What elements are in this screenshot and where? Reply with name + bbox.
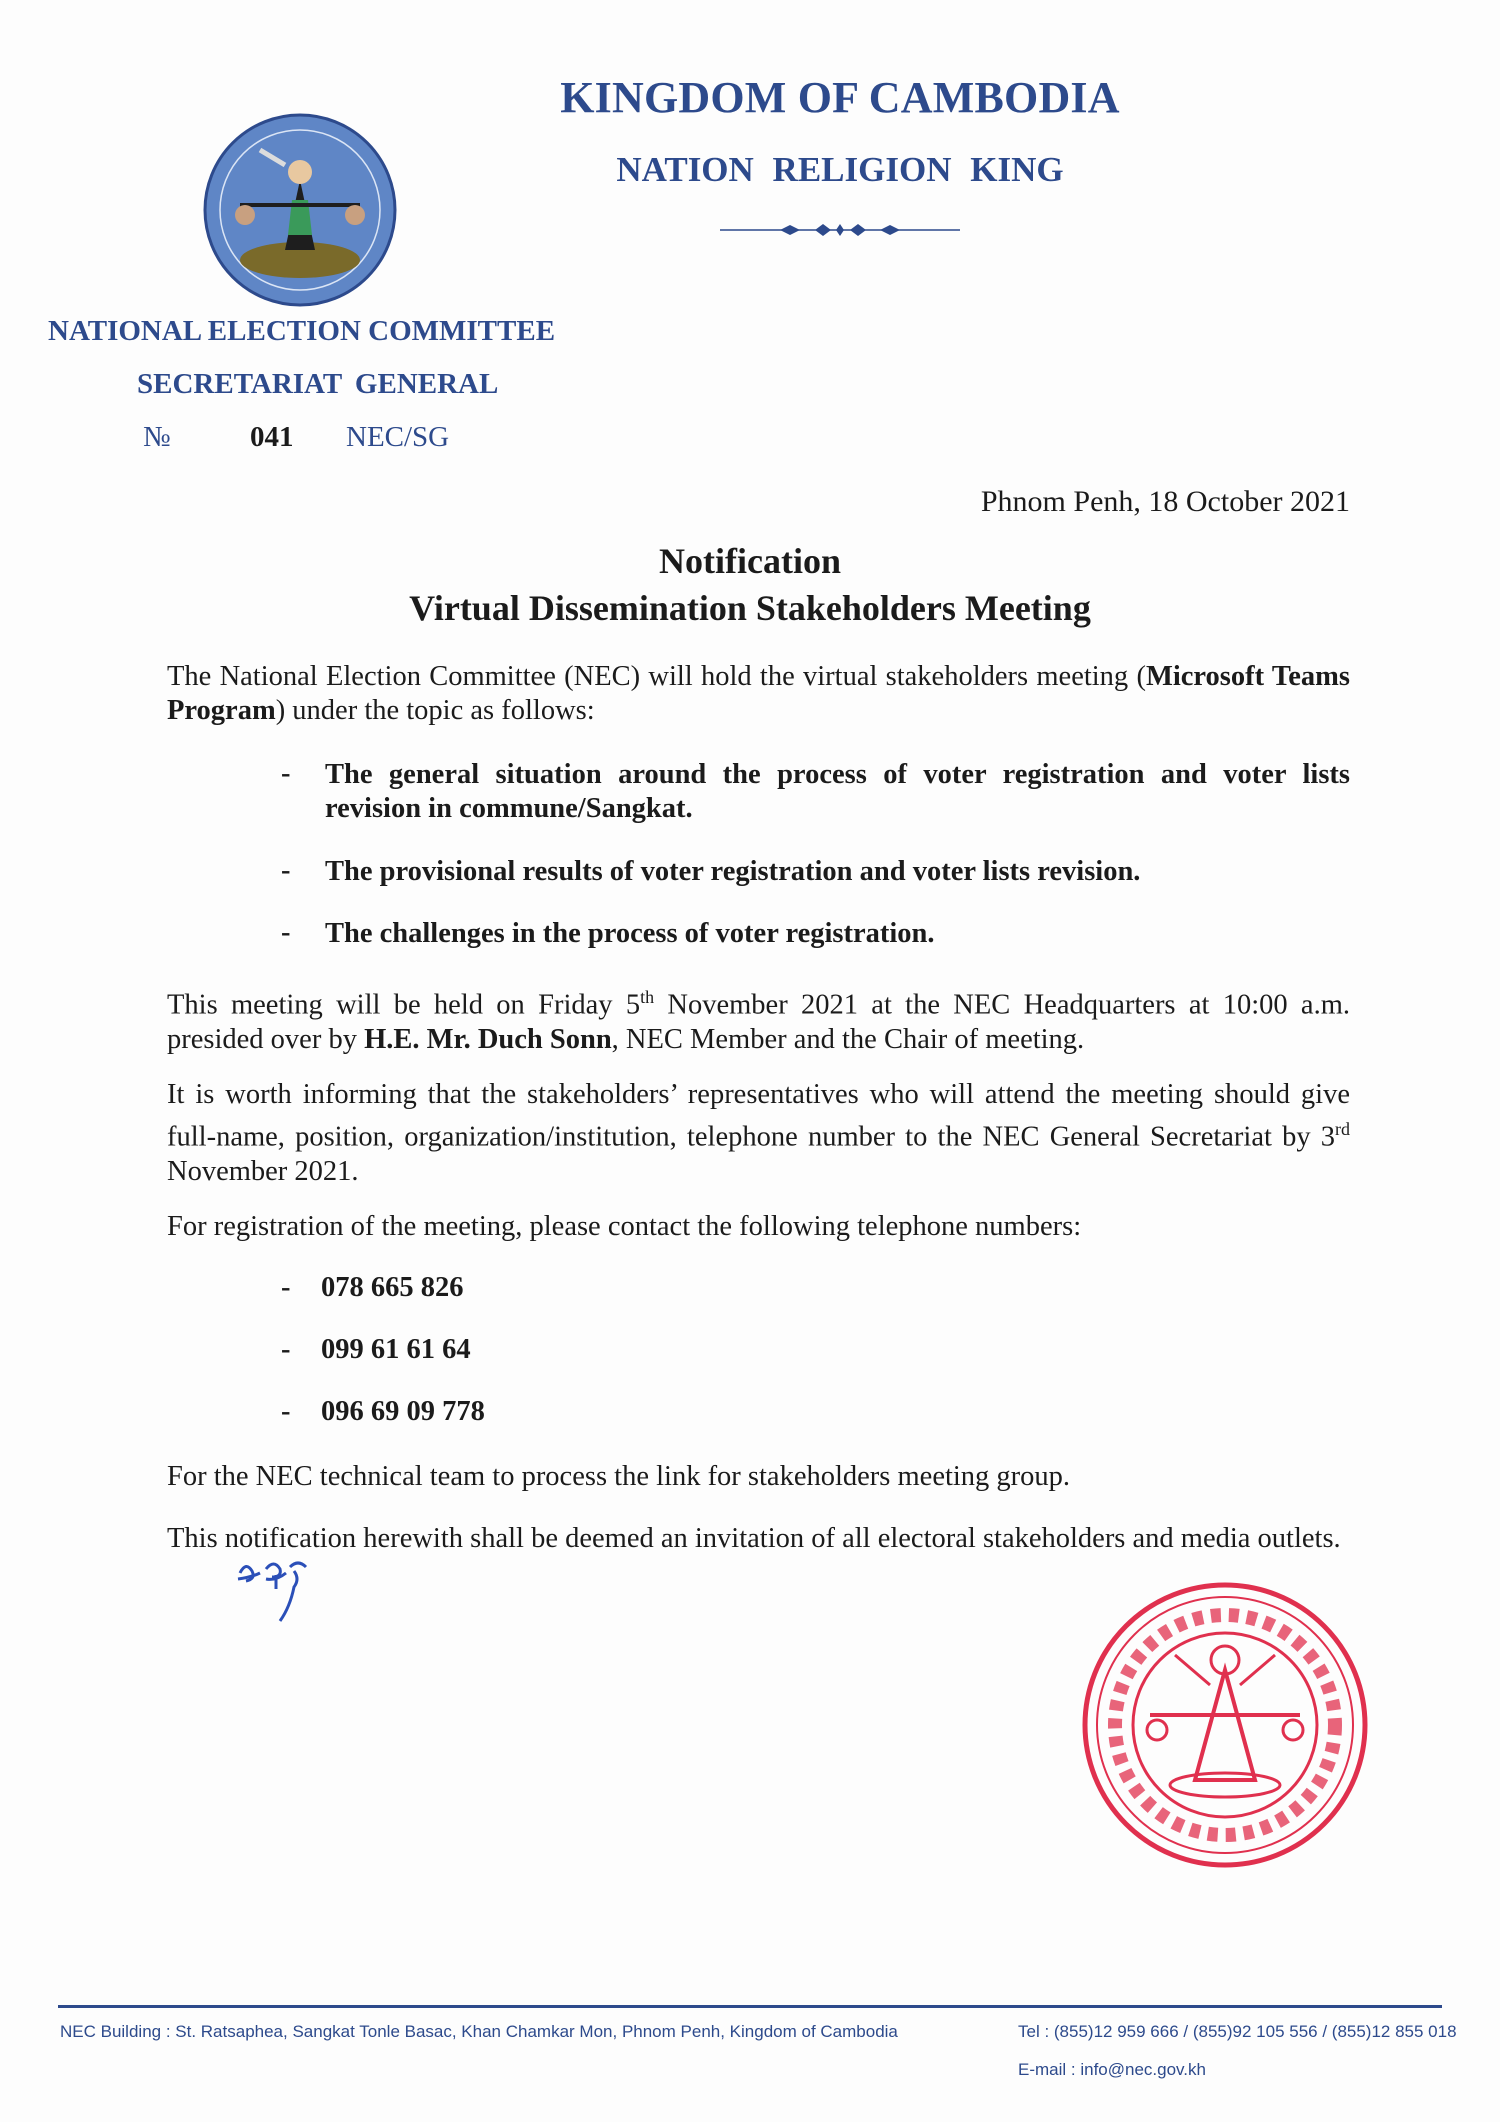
attendance-paragraph [167,1078,1350,1189]
bullet-dash: - [281,1272,291,1303]
official-seal-stamp [1075,1575,1375,1875]
footer-email: E-mail : info@nec.gov.kh [1018,2060,1206,2079]
intro-text: The National Election Committee (NEC) will hold the virtual stakeholders meeting ( [167,661,1146,692]
topic-item: The provisional results of voter registration and voter lists revision. [325,856,1141,887]
bullet-dash: - [281,855,291,886]
footer-divider [58,2005,1442,2008]
ref-code: NEC/SG [346,421,450,453]
notification-title: Notification [659,541,841,581]
nec-emblem-logo [200,110,400,310]
meeting-text-mid: November 2021 at the NEC Headquarters at 10:00 a.m. presided over by [167,989,1350,1055]
bullet-dash: - [281,917,291,948]
attendance-text-end: November 2021. [167,1155,359,1187]
notification-subtitle: Virtual Dissemination Stakeholders Meeting [409,588,1091,628]
bullet-dash: - [281,1334,291,1365]
phone-number: 078 665 826 [321,1272,464,1303]
intro-program: Microsoft Teams Program [167,661,1350,726]
meeting-chair: H.E. Mr. Duch Sonn [364,1023,612,1055]
meeting-ordinal: th [640,987,655,1007]
meeting-paragraph [167,980,1350,1057]
footer-telephone: Tel : (855)12 959 666 / (855)92 105 556 / (855)12 855 018 [1018,2022,1457,2041]
meeting-text-end: , NEC Member and the Chair of meeting. [611,1023,1085,1055]
motto-heading: NATION RELIGION KING [616,150,1064,189]
bullet-dash: - [281,758,291,789]
phone-number: 096 69 09 778 [321,1396,485,1427]
registration-paragraph: For registration of the meeting, please contact the following telephone numbers: [167,1211,1082,1242]
org-name: NATIONAL ELECTION COMMITTEE [48,315,556,347]
technical-paragraph: For the NEC technical team to process the link for stakeholders meeting group. [167,1461,1071,1492]
ornament-divider-icon [720,220,960,240]
intro-text-end: ) under the topic as follows: [275,695,595,726]
ref-symbol: № [143,421,171,453]
org-department: SECRETARIAT GENERAL [137,368,499,400]
phone-number: 099 61 61 64 [321,1334,471,1365]
intro-paragraph [167,660,1350,728]
handwritten-initials-signature [232,1545,332,1625]
attendance-ordinal: rd [1335,1119,1350,1139]
bullet-dash: - [281,1396,291,1427]
meeting-text: This meeting will be held on Friday 5 [167,989,641,1021]
topic-item: The general situation around the process of voter registration and voter lists revision in commune/Sangkat. [325,759,1350,824]
ref-number: 041 [250,421,294,453]
kingdom-heading: KINGDOM OF CAMBODIA [560,73,1120,122]
footer-address: NEC Building : St. Ratsaphea, Sangkat Tonle Basac, Khan Chamkar Mon, Phnom Penh, Kingdom of Cambodia [60,2022,898,2041]
attendance-text: It is worth informing that the stakeholders’ representatives who will attend the meeting should give full-name, position, organization/institution, telephone number to the NEC General Secretariat by 3 [167,1079,1350,1153]
closing-paragraph: This notification herewith shall be deemed an invitation of all electoral stakeholders and media outlets. [167,1523,1341,1554]
topic-item: The challenges in the process of voter registration. [325,918,935,949]
reference-number [143,421,563,457]
date-line: Phnom Penh, 18 October 2021 [980,485,1350,518]
